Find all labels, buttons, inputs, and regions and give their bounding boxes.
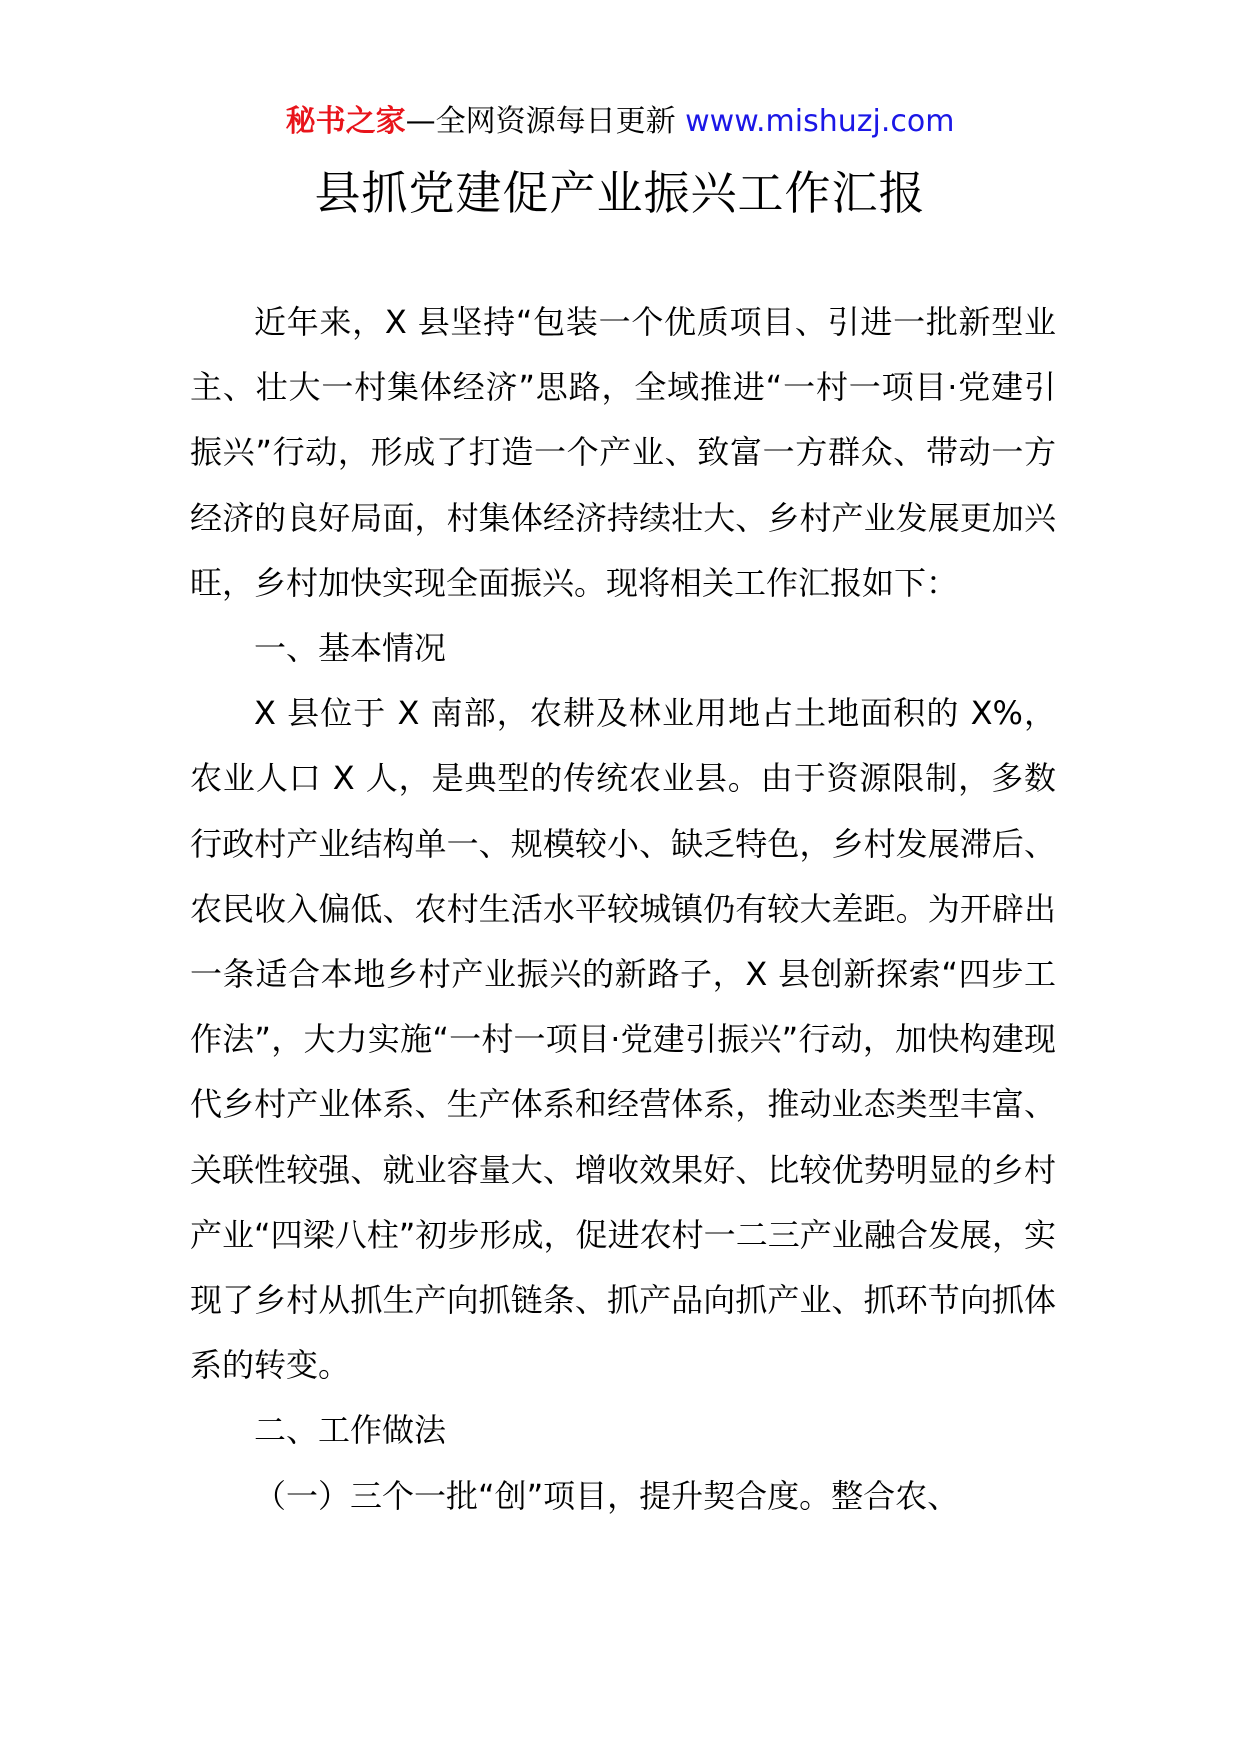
site-tagline: —全网资源每日更新	[405, 104, 676, 139]
subsection-paragraph: （一）三个一批“创”项目，提升契合度。整合农、	[254, 1476, 960, 1515]
intro-paragraph: 近年来，X 县坚持“包装一个优质项目、引进一批新型业主、壮大一村集体经济”思路，全域推进“一村一项目·党建引振兴”行动，形成了打造一个产业、致富一方群众、带动一方经济的良好局面，村集体经济持续壮大、乡村产业发展更加兴旺，乡村加快实现全面振兴。现将相关工作汇报如下：	[190, 303, 1056, 602]
site-brand: 秘书之家	[285, 104, 406, 139]
section-heading-work-methods: 二、工作做法	[254, 1411, 447, 1450]
section-heading-basic-situation: 一、基本情况	[254, 629, 447, 668]
site-url-link[interactable]: www.mishuzj.com	[685, 104, 955, 139]
document-title: 县抓党建促产业振兴工作汇报	[314, 166, 926, 220]
site-header	[0, 100, 1240, 144]
document-body	[190, 290, 1056, 1529]
basic-situation-paragraph: X 县位于 X 南部，农耕及林业用地占土地面积的 X%，农业人口 X 人，是典型的传统农业县。由于资源限制，多数行政村产业结构单一、规模较小、缺乏特色，乡村发展滞后、农民收入偏低、农村生活水平较城镇仍有较大差距。为开辟出一条适合本地乡村产业振兴的新路子，X 县创新探索“四步工作法”，大力实施“一村一项目·党建引振兴”行动，加快构建现代乡村产业体系、生产体系和经营体系，推动业态类型丰富、关联性较强、就业容量大、增收效果好、比较优势明显的乡村产业“四梁八柱”初步形成，促进农村一二三产业融合发展，实现了乡村从抓生产向抓链条、抓产品向抓产业、抓环节向抓体系的转变。	[190, 694, 1056, 1385]
